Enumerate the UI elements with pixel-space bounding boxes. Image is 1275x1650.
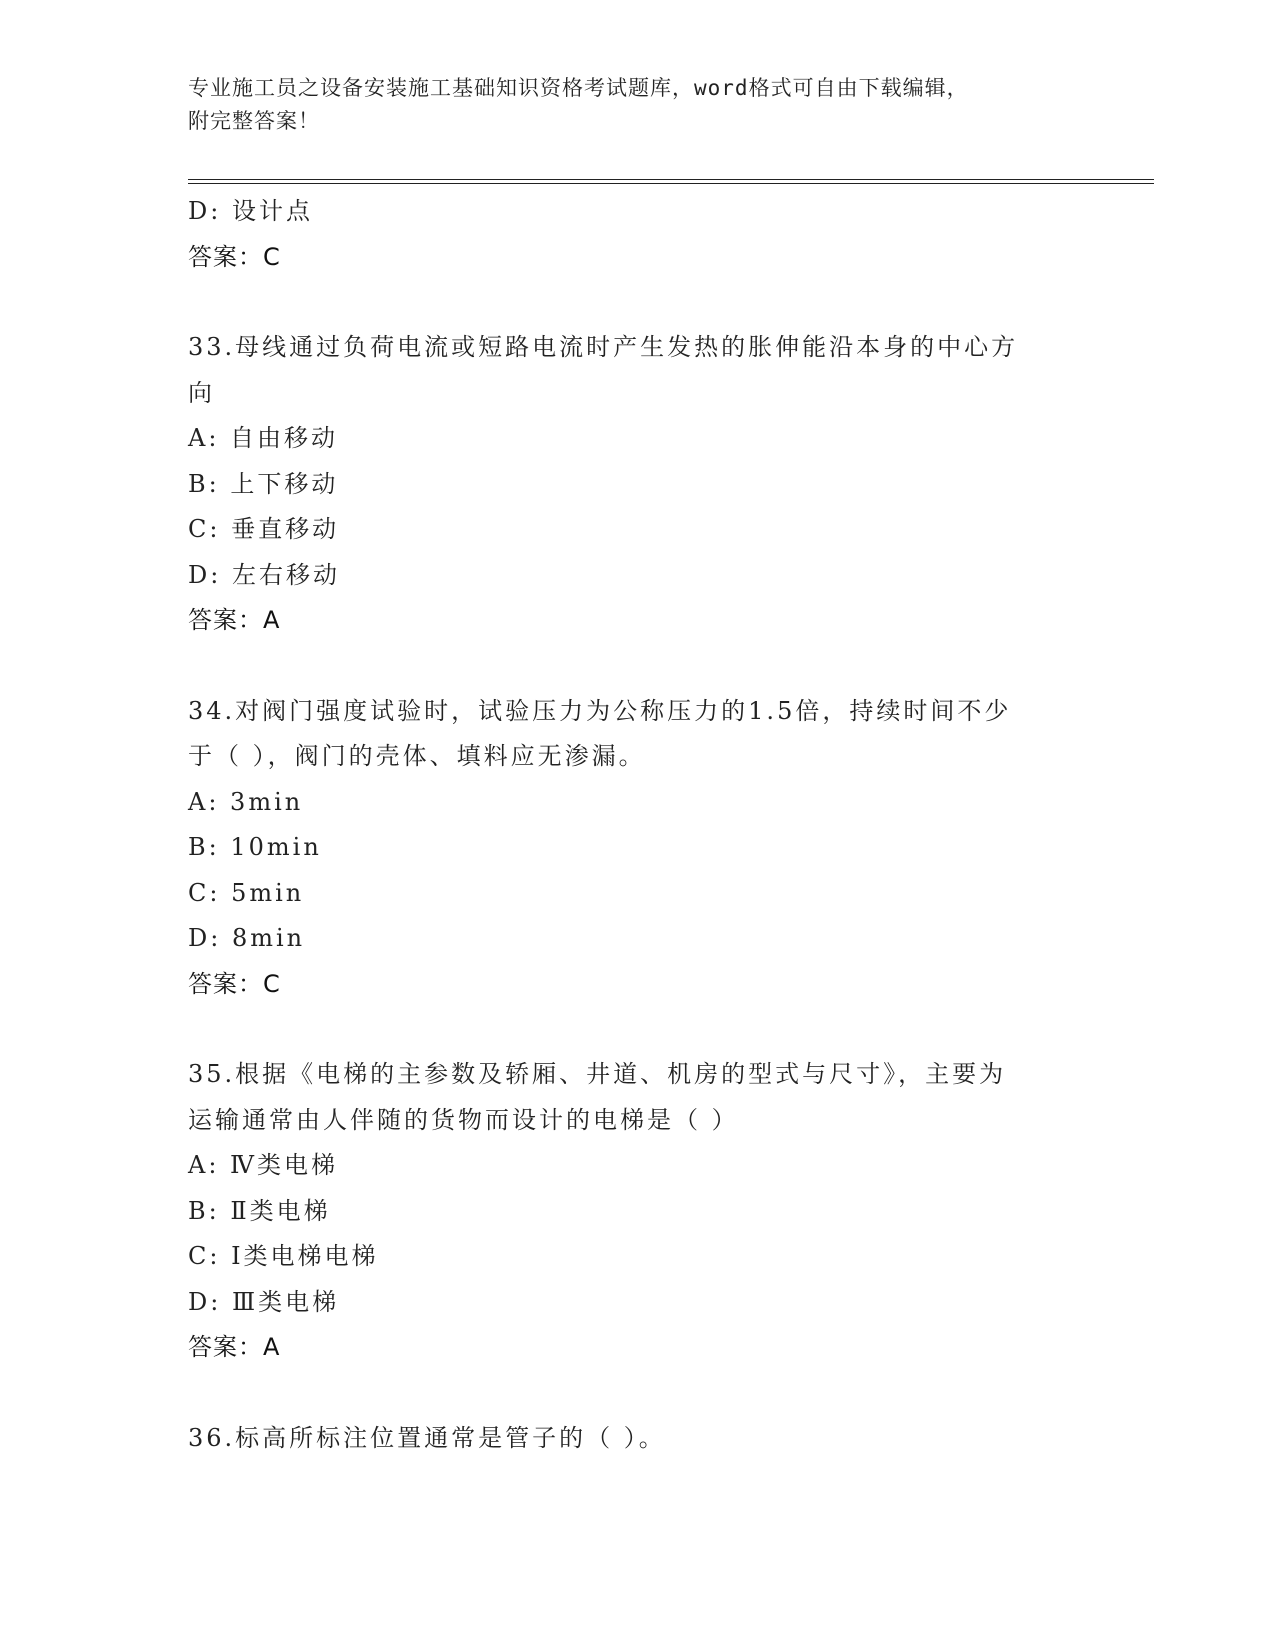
question-35-text-line-2: 运输通常由人伴随的货物而设计的电梯是（ ）: [188, 1105, 739, 1134]
question-33-option-a: A: 自由移动: [188, 424, 339, 452]
question-33-text-line-1: 33.母线通过负荷电流或短路电流时产生发热的胀伸能沿本身的中心方: [188, 333, 1019, 361]
question-35-option-b: B: Ⅱ类电梯: [188, 1196, 331, 1225]
question-33-text-line-2: 向: [188, 378, 215, 407]
question-33-option-b: B: 上下移动: [188, 469, 339, 498]
question-36: [188, 1416, 1148, 1462]
question-34-option-a: A: 3min: [188, 787, 304, 816]
question-35: [188, 1052, 1148, 1371]
question-34-option-c: C: 5min: [188, 878, 305, 907]
question-35-option-d: D: Ⅲ类电梯: [188, 1287, 340, 1316]
question-35-text-line-1: 35.根据《电梯的主参数及轿厢、井道、机房的型式与尺寸》，主要为: [188, 1060, 1007, 1088]
question-34-text-line-1: 34.对阀门强度试验时，试验压力为公称压力的1.5倍，持续时间不少: [188, 696, 1012, 725]
document-header: [188, 72, 1088, 138]
question-35-answer: 答案：A: [188, 1333, 281, 1361]
header-line-2: 附完整答案！: [188, 109, 320, 133]
question-33-option-d: D: 左右移动: [188, 560, 340, 589]
question-gap: [188, 1371, 1148, 1416]
question-33-option-c: C: 垂直移动: [188, 515, 340, 543]
question-34-option-b: B: 10min: [188, 833, 322, 861]
question-35-option-a: A: Ⅳ类电梯: [188, 1151, 339, 1179]
question-list: [188, 189, 1148, 1461]
question-34-answer: 答案：C: [188, 969, 281, 998]
prev-answer: 答案：C: [188, 242, 281, 271]
question-33: [188, 325, 1148, 644]
header-double-rule: [188, 179, 1154, 184]
question-34-option-d: D: 8min: [188, 924, 306, 952]
question-gap: [188, 1007, 1148, 1052]
question-34: [188, 689, 1148, 1008]
question-gap: [188, 280, 1148, 325]
prev-option-d: D: 设计点: [188, 197, 313, 225]
header-line-1: 专业施工员之设备安装施工基础知识资格考试题库，word格式可自由下载编辑，: [188, 76, 969, 100]
question-36-text-line-1: 36.标高所标注位置通常是管子的（ ）。: [188, 1423, 666, 1452]
question-gap: [188, 644, 1148, 689]
question-35-option-c: C: Ⅰ类电梯电梯: [188, 1242, 379, 1270]
question-34-text-line-2: 于（ ），阀门的壳体、填料应无渗漏。: [188, 742, 646, 770]
question-33-answer: 答案：A: [188, 606, 281, 634]
